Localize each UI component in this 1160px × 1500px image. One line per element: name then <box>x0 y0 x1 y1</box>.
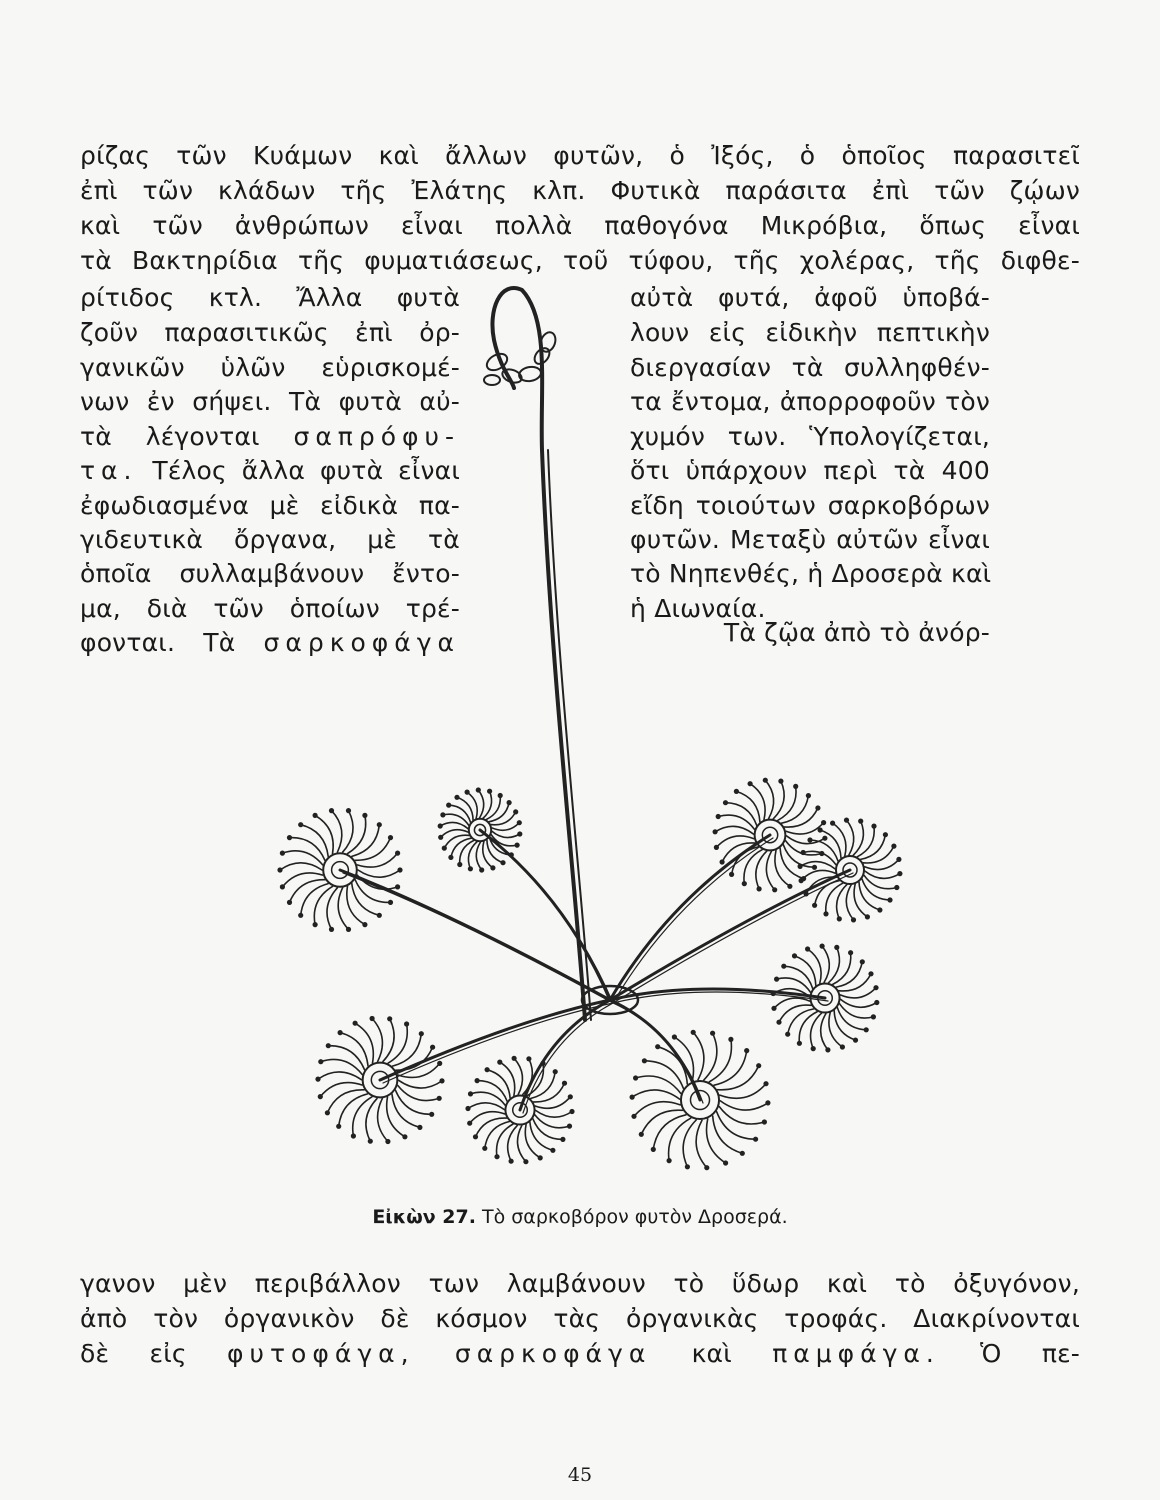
left-col-line: ἐφωδιασμένα μὲ εἰδικὰ πα- <box>80 491 460 520</box>
term-herbivorous: φυτοφάγα, <box>227 1339 415 1368</box>
body-text-line: γανον μὲν περιβάλλον των λαμβάνουν τὸ ὕδωρ καὶ τὸ ὀξυγόνον, <box>80 1269 1080 1298</box>
right-col-line: ὅτι ὑπάρχουν περὶ τὰ 400 <box>630 456 990 485</box>
right-col-line: τα ἔντομα, ἀπορροφοῦν τὸν <box>630 387 990 416</box>
left-col-line: γανικῶν ὑλῶν εὑρισκομέ- <box>80 353 460 382</box>
left-col-text: τὰ λέγονται <box>80 422 260 451</box>
term-carnivorous: σαρκοφάγα <box>263 628 460 657</box>
caption-text: Τὸ σαρκοβόρον φυτὸν Δροσερά. <box>481 1206 788 1228</box>
right-col-line: λουν εἰς εἰδικὴν πεπτικὴν <box>630 318 990 347</box>
body-text: δὲ εἰς <box>80 1339 187 1368</box>
body-text-line: ἀπὸ τὸν ὀργανικὸν δὲ κόσμον τὰς ὀργανικὰς τροφάς. Διακρίνονται <box>80 1304 1080 1333</box>
right-col-line: τὸ Νηπενθές, ἡ Δροσερὰ καὶ <box>630 559 992 588</box>
body-text-line: ρίζας τῶν Κυάμων καὶ ἄλλων φυτῶν, ὁ Ἰξός, ὁ ὁποῖος παρασιτεῖ <box>80 141 1080 170</box>
right-col-line: Τὰ ζῷα ἀπὸ τὸ ἀνόρ- <box>723 618 990 647</box>
body-text-line <box>80 1338 1080 1370</box>
left-col-line: μα, διὰ τῶν ὁποίων τρέ- <box>80 594 460 623</box>
body-text-line: τὰ Βακτηρίδια τῆς φυματιάσεως, τοῦ τύφου, τῆς χολέρας, τῆς διφθε- <box>80 246 1080 275</box>
left-col-text: Τέλος ἄλλα φυτὰ εἶναι <box>152 456 460 485</box>
caption-label: Εἰκὼν 27. <box>372 1206 476 1228</box>
left-col-line: νων ἐν σήψει. Τὰ φυτὰ αὐ- <box>80 387 460 416</box>
left-col-line: γιδευτικὰ ὄργανα, μὲ τὰ <box>80 525 460 554</box>
figure-caption <box>0 1204 1160 1230</box>
body-text-line: καὶ τῶν ἀνθρώπων εἶναι πολλὰ παθογόνα Μικρόβια, ὅπως εἶναι <box>80 211 1080 240</box>
right-col-line: διεργασίαν τὰ συλληφθέν- <box>630 353 990 382</box>
term-saprophyte: σαπρόφυ- <box>293 422 460 451</box>
left-col-line: ρίτιδος κτλ. Ἄλλα φυτὰ <box>80 283 460 312</box>
body-text: καὶ <box>691 1339 732 1368</box>
right-col-line: ἡ Διωναία. <box>630 594 766 623</box>
left-col-line: ὁποῖα συλλαμβάνουν ἔντο- <box>80 559 460 588</box>
page-number: 45 <box>567 1464 593 1486</box>
term-omnivorous: παμφάγα. <box>772 1339 940 1368</box>
right-col-line: εἴδη τοιούτων σαρκοβόρων <box>630 491 990 520</box>
right-col-line: αὐτὰ φυτά, ἀφοῦ ὑποβά- <box>630 283 990 312</box>
term-carnivorous: σαρκοφάγα <box>454 1339 652 1368</box>
left-col-text: φονται. Τὰ <box>80 628 236 657</box>
right-col-line: χυμόν των. Ὑπολογίζεται, <box>630 422 990 451</box>
body-text-line: ἐπὶ τῶν κλάδων τῆς Ἐλάτης κλπ. Φυτικὰ παράσιτα ἐπὶ τῶν ζῴων <box>80 176 1080 205</box>
right-col-line: φυτῶν. Μεταξὺ αὐτῶν εἶναι <box>630 525 990 554</box>
sundew-plant-illustration-icon <box>250 280 1010 1200</box>
term-saprophyte-end: τα. <box>80 456 138 485</box>
body-text: Ὁ πε- <box>980 1339 1080 1368</box>
left-col-line: ζοῦν παρασιτικῶς ἐπὶ ὀρ- <box>80 318 460 347</box>
